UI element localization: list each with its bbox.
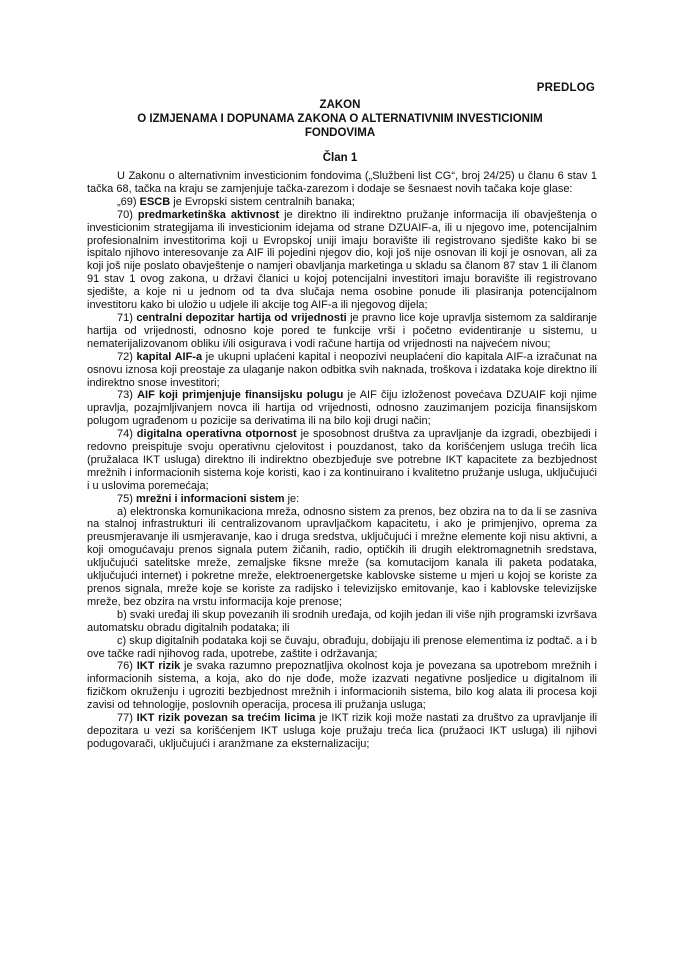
item-number: 77) bbox=[117, 712, 133, 725]
definition-item bbox=[87, 712, 597, 751]
item-number: 76) bbox=[117, 660, 133, 673]
item-text: je IKT rizik koji može nastati za društvo za upravljanje ili depozitara u vezi sa korišćenjem IKT usluga koje pružaju treća lica (pružaoci IKT usluga) ili njihovi podugovarači, uključujući i aranžmane za eksternalizaciju; bbox=[87, 712, 598, 750]
definition-item bbox=[87, 428, 597, 493]
item-term: mrežni i informacioni sistem bbox=[135, 492, 285, 505]
item-number: 75) bbox=[117, 492, 133, 505]
title-line-3: FONDOVIMA bbox=[304, 127, 376, 139]
definition-item bbox=[87, 351, 597, 390]
item-term: AIF koji primjenjuje finansijsku polugu bbox=[137, 389, 344, 402]
item-text: je sposobnost društva za upravljanje da izgradi, obezbijedi i redovno preispituje svoju operativnu cjelovitost i pouzdanost, tako da korišćenjem usluga trećih lica (pružalaca IKT usluga) direktno ili indirektno obezbjeđuje sve potrebne IKT kapacitete za bezbjednost mrežnih i informacionih sistema koje koristi, kao i za kontinuirano i kvalitetno pružanje usluga, uključujući i u uslovima poremećaja; bbox=[87, 428, 598, 492]
sub-item-a: a) elektronska komunikaciona mreža, odnosno sistem za prenos, bez obzira na to da li se zasniva na stalnoj infrastrukturi ili centralizovanom upravljačkom kapacitetu, i ako je primjenjivo, oprema za preusmjeravanje ili usmjeravanje, kao i druga sredstva, uključujući i mrežne elemente koji nisu aktivni, a koji omogućavaju prenos signala putem žičanih, radio, optičkih ili drugih elektromagnetnih sredstava, uključujući satelitske mreže, zemaljske fiksne mreže (sa komutacijom kanala ili paketa podataka, uključujući internet) i pokretne mreže, elektroenergetske kablovske sisteme u mjeri u kojoj se koriste za prenos signala, mreže koje se koriste za radijsko i televizijsko emitovanje, kao i kablovske televizijske mreže, bez obzira na vrstu informacija koje prenose; bbox=[87, 505, 597, 608]
item-text: je: bbox=[284, 492, 300, 505]
law-title bbox=[100, 98, 580, 140]
item-text: je Evropski sistem centralnih banaka; bbox=[170, 195, 355, 208]
item-number: 70) bbox=[117, 208, 133, 221]
item-text: je AIF čiju izloženost povećava DZUAIF koji njime upravlja, pozajmljivanjem novca ili hartija od vrijednosti, odnosno zauzimanjem pozicija finansijskom polugom ugrađenom u pozicije sa derivatima ili na bilo koji drugi način; bbox=[87, 389, 598, 428]
item-term: centralni depozitar hartija od vrijednosti bbox=[136, 311, 347, 324]
definition-item bbox=[87, 389, 597, 428]
title-line-2: O IZMJENAMA I DOPUNAMA ZAKONA O ALTERNATIVNIM INVESTICIONIM bbox=[137, 113, 543, 125]
item-term: predmarketinška aktivnost bbox=[137, 208, 280, 221]
item-term: IKT rizik povezan sa trećim licima bbox=[136, 712, 316, 725]
item-text: je ukupni uplaćeni kapital i neopozivi neuplaćeni dio kapitala AIF-a izračunat na osnovu iznosa koji preostaje za ulaganje nakon odbitka svih naknada, troškova i izdataka koje direktno ili indirektno snose investitori; bbox=[87, 350, 597, 389]
item-number: 71) bbox=[117, 311, 133, 324]
item-term: digitalna operativna otpornost bbox=[136, 428, 297, 441]
definition-item bbox=[87, 312, 597, 351]
item-term: kapital AIF-a bbox=[136, 350, 203, 363]
item-text: je direktno ili indirektno pružanje informacija ili obavještenja o investicionim strategijama ili investicionim idejama od strane DZUAIF-a, ili u njegovo ime, potencijalnim profesionalnim investitorima koji u Evropskoj uniji imaju boravište ili registrovano sjedište kako bi se ispitalo njihovo interesovanje za AIF ili pojedini njegov dio, koji još nije osnovan ili koji je osnovan, ali za koji još nije poslato obavještenje o namjeri obavljanja marketinga u skladu sa članom 87 stav 1 ili članom 91 stav 1 ovog zakona, u državi članici u kojoj potencijalni investitori imaju boravište ili registrovano sjedište, a koje ni u jednom od ta dva slučaja nema osobine ponude ili plasiranja potencijalnom investitoru kako bi uložio u udjele ili akcije tog AIF-a ili njegovog dijela; bbox=[87, 208, 598, 312]
intro-paragraph: U Zakonu o alternativnim investicionim fondovima („Službeni list CG“, broj 24/25) u članu 6 stav 1 tačka 68, tačka na kraju se zamjenjuje tačka-zarezom i dodaje se šesnaest novih tačaka koje glase: bbox=[87, 170, 597, 195]
item-number: 74) bbox=[117, 428, 133, 441]
item-text: je svaka razumno prepoznatljiva okolnost koja je povezana sa upotrebom mrežnih i informacionih sistema, a koja, ako do nje dođe, može izazvati negativne posljedice u digitalnom ili fizičkom okruženju i ugroziti bezbjednost mrežnih i informacionih sistema, bilo kog alata ili procesa koji zavisi od tehnologije, poslovnih operacija, procesa ili pružanja usluga; bbox=[87, 660, 597, 712]
title-line-1: ZAKON bbox=[319, 99, 361, 111]
document-body bbox=[87, 170, 597, 751]
definition-item bbox=[87, 660, 597, 712]
sub-item-b: b) svaki uređaj ili skup povezanih ili srodnih uređaja, od kojih jedan ili više njih programski izvršava automatsku obradu digitalnih podataka; ili bbox=[87, 608, 597, 634]
article-heading: Član 1 bbox=[322, 152, 358, 164]
item-number: „69) bbox=[117, 195, 137, 208]
definition-item bbox=[87, 209, 597, 312]
item-term: ESCB bbox=[139, 195, 171, 208]
item-number: 72) bbox=[117, 350, 133, 363]
definition-item bbox=[87, 493, 597, 506]
item-number: 73) bbox=[117, 389, 133, 402]
definition-item bbox=[87, 196, 597, 209]
sub-item-c: c) skup digitalnih podataka koji se čuvaju, obrađuju, dobijaju ili prenose elementima iz podtač. a i b ove tačke radi njihovog rada, upotrebe, zaštite i održavanja; bbox=[87, 634, 597, 660]
draft-label: PREDLOG bbox=[536, 82, 595, 94]
item-text: je pravno lice koje upravlja sistemom za saldiranje hartija od vrijednosti, odnosno koje pored te funkcije vrši i početno evidentiranje u sistemu, u nematerijalizovanom obliku i/ili osigurava i vodi račune hartija od vrijednosti na najvećem nivou; bbox=[87, 311, 597, 350]
item-term: IKT rizik bbox=[136, 660, 181, 673]
